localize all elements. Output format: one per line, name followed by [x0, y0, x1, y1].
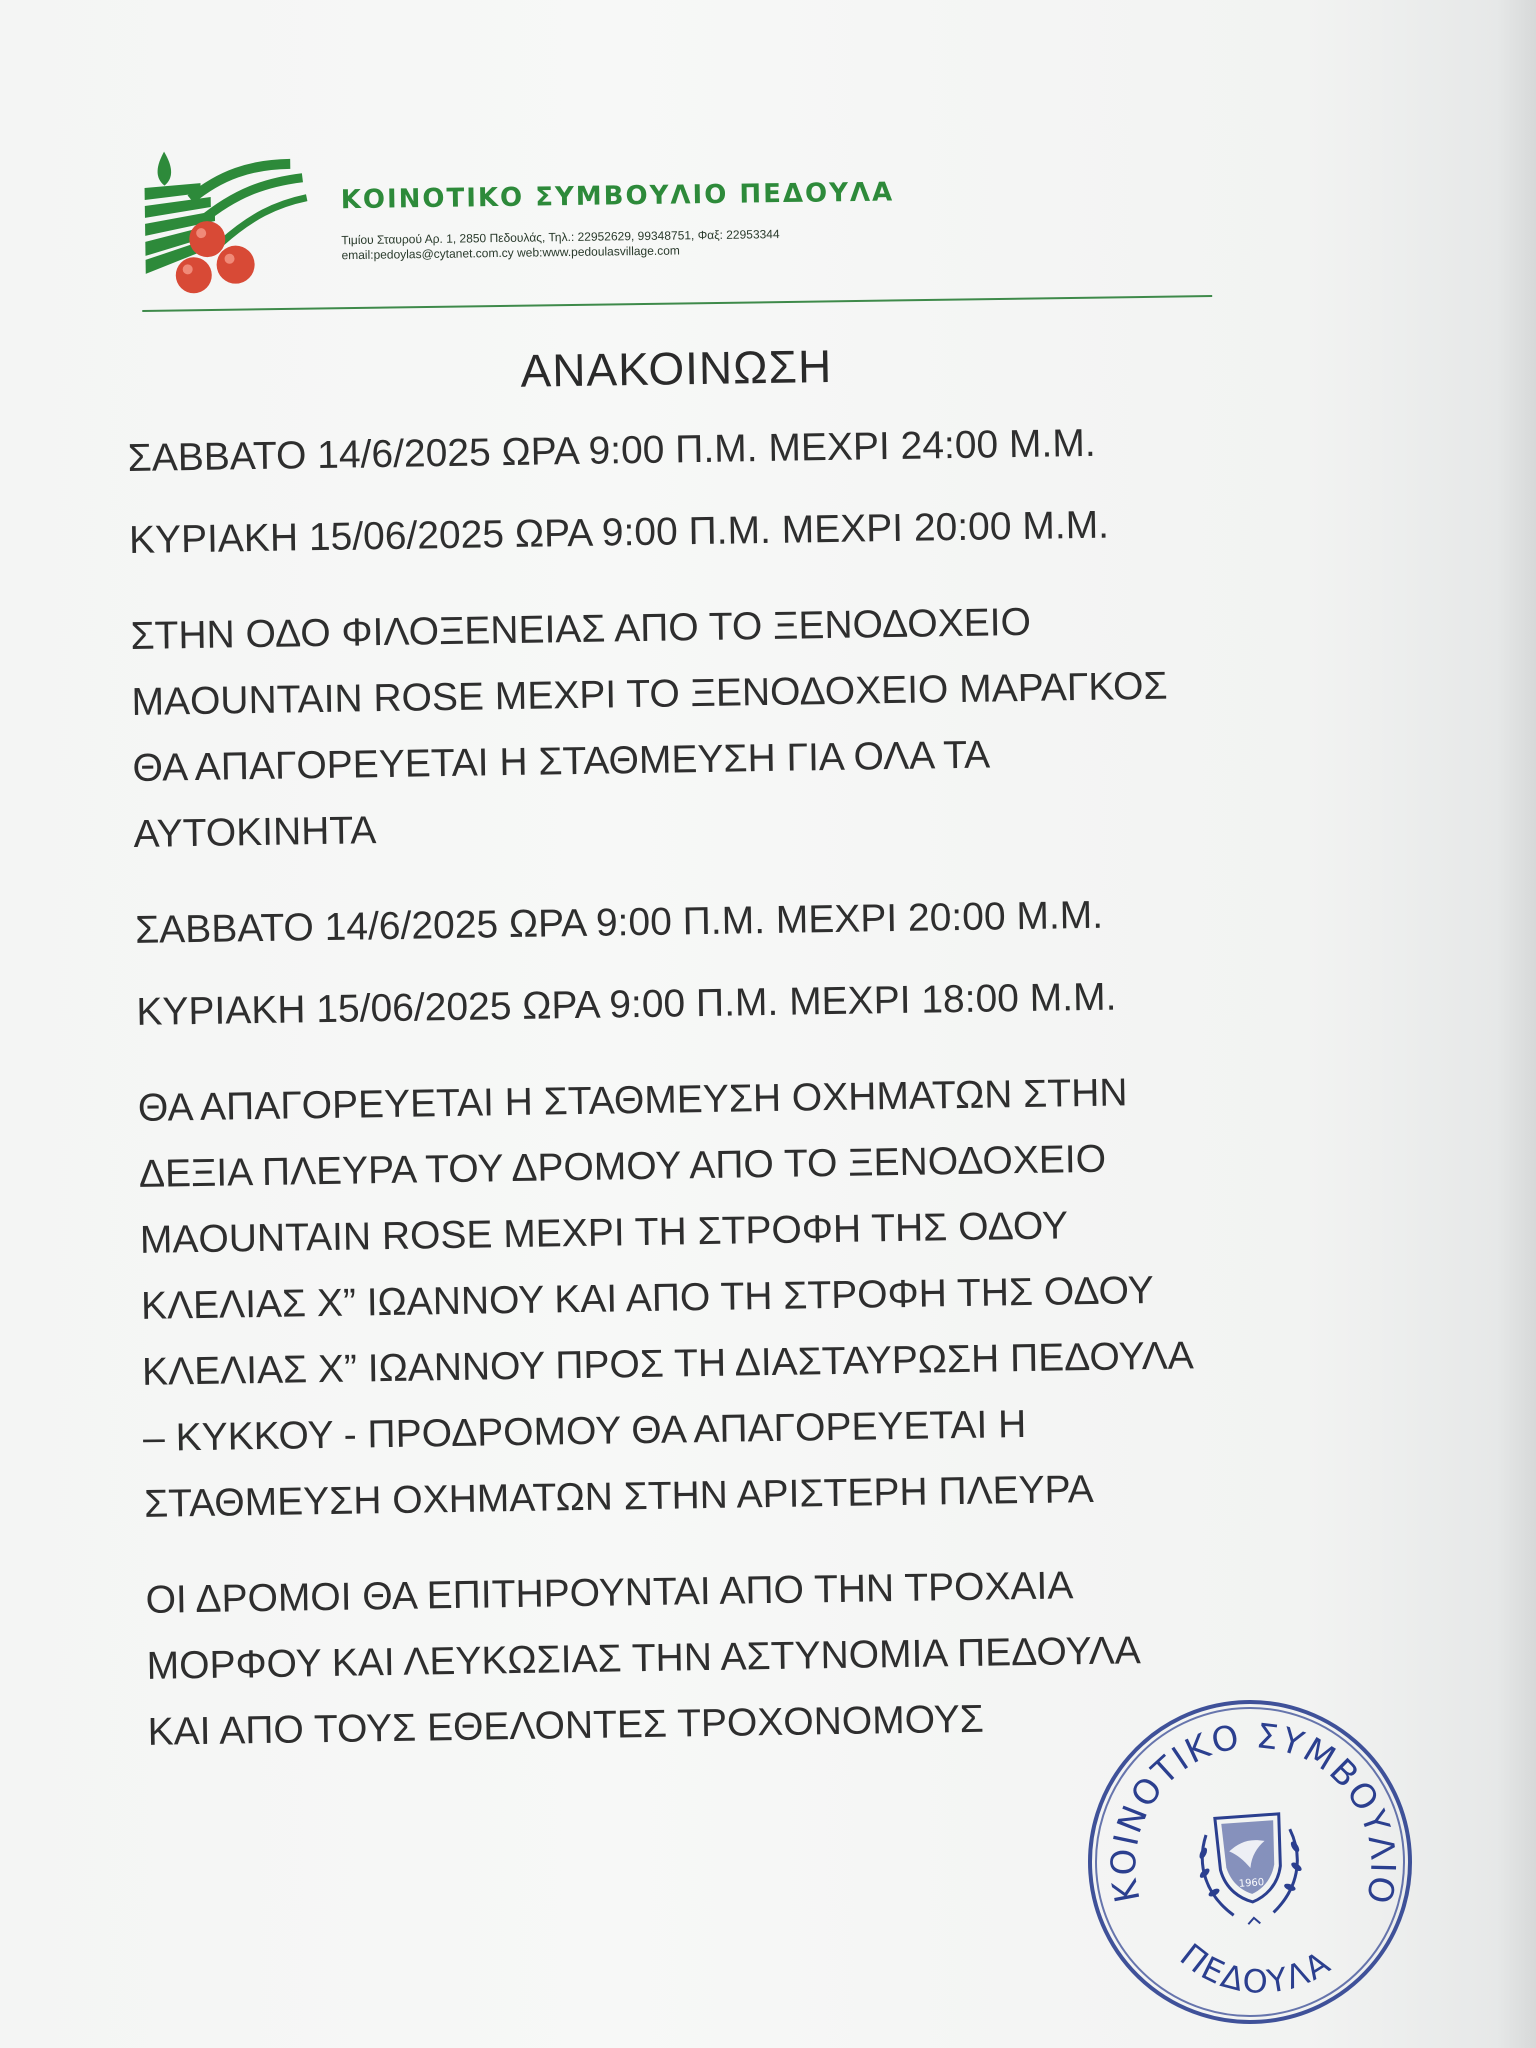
notice-title: ΑΝΑΚΟΙΝΩΣΗ [520, 339, 833, 397]
paragraph-line: ΜΑOUNTAIN ROSE ΜΕΧΡΙ ΤΗ ΣΤΡΟΦΗ ΤΗΣ ΟΔΟΥ [139, 1204, 1069, 1262]
schedule-block-2 [135, 880, 1287, 1046]
paragraph-line: ΜΑOUNTAIN ROSE ΜΕΧΡΙ ΤΟ ΞΕΝΟΔΟΧΕΙΟ ΜΑΡΑΓΚΟΣ [131, 664, 1168, 724]
schedule-line: ΚΥΡΙΑΚΗ 15/06/2025 ΩΡΑ 9:00 Π.Μ. ΜΕΧΡΙ 18:00 Μ.Μ. [136, 975, 1117, 1034]
org-email-web: email:pedoylas@cytanet.com.cy web:www.pedoulasvillage.com [341, 243, 680, 263]
paragraph-line: ΚΛΕΛΙΑΣ Χ” ΙΩΑΝΝΟΥ ΚΑΙ ΑΠΟ ΤΗ ΣΤΡΟΦΗ ΤΗΣ ΟΔΟΥ [140, 1268, 1155, 1328]
paragraph-line: ΣΤΑΘΜΕΥΣΗ ΟΧΗΜΑΤΩΝ ΣΤΗΝ ΑΡΙΣΤΕΡΗ ΠΛΕΥΡΑ [143, 1467, 1095, 1526]
paragraph-1 [130, 586, 1284, 868]
page-edge-shadow [1496, 0, 1536, 2048]
paragraph-line: ΣΤΗΝ ΟΔΟ ΦΙΛΟΞΕΝΕΙΑΣ ΑΠΟ ΤΟ ΞΕΝΟΔΟΧΕΙΟ [130, 600, 1032, 658]
letterhead-rule [142, 295, 1212, 312]
org-name: ΚΟΙΝΟΤΙΚΟ ΣΥΜΒΟΥΛΙΟ ΠΕΔΟΥΛΑ [340, 177, 895, 216]
org-contact [341, 227, 780, 263]
org-address: Τιμίου Σταυρού Αρ. 1, 2850 Πεδουλάς, Τηλ.: 22952629, 99348751, Φαξ: 22953344 [341, 227, 780, 248]
schedule-line: ΣΑΒΒΑΤΟ 14/6/2025 ΩΡΑ 9:00 Π.Μ. ΜΕΧΡΙ 20:00 Μ.Μ. [134, 893, 1104, 952]
paragraph-2 [137, 1058, 1294, 1538]
stamp-bottom-text: ΠΕΔΟΥΛΑ [1173, 1935, 1338, 2002]
stamp-top-text: ΚΟΙΝΟΤΙΚΟ ΣΥΜΒΟΥΛΙΟ [1103, 1716, 1403, 1909]
letterhead [140, 133, 1222, 318]
paragraph-line: ΜΟΡΦΟΥ ΚΑΙ ΛΕΥΚΩΣΙΑΣ ΤΗΝ ΑΣΤΥΝΟΜΙΑ ΠΕΔΟΥΛΑ [146, 1629, 1142, 1688]
paragraph-line: – ΚΥΚΚΟΥ - ΠΡΟΔΡΟΜΟΥ ΘΑ ΑΠΑΓΟΡΕΥΕΤΑΙ Η [142, 1402, 1027, 1460]
paragraph-line: ΚΛΕΛΙΑΣ Χ” ΙΩΑΝΝΟΥ ΠΡΟΣ ΤΗ ΔΙΑΣΤΑΥΡΩΣΗ ΠΕΔΟΥΛΑ [141, 1334, 1195, 1394]
paragraph-line: ΔΕΞΙΑ ΠΛΕΥΡΑ ΤΟΥ ΔΡΟΜΟΥ ΑΠΟ ΤΟ ΞΕΝΟΔΟΧΕΙΟ [138, 1137, 1107, 1196]
schedule-line: ΣΑΒΒΑΤΟ 14/6/2025 ΩΡΑ 9:00 Π.Μ. ΜΕΧΡΙ 24:00 Μ.Μ. [127, 421, 1096, 480]
paragraph-line: ΘΑ ΑΠΑΓΟΡΕΥΕΤΑΙ Η ΣΤΑΘΜΕΥΣΗ ΓΙΑ ΟΛΑ ΤΑ [132, 733, 991, 790]
paragraph-line: ΘΑ ΑΠΑΓΟΡΕΥΕΤΑΙ Η ΣΤΑΘΜΕΥΣΗ ΟΧΗΜΑΤΩΝ ΣΤΗΝ [137, 1071, 1128, 1130]
paragraph-line: ΑΥΤΟΚΙΝΗΤΑ [133, 809, 377, 856]
emblem-year: 1960 [1238, 1877, 1265, 1890]
cyprus-emblem-icon [1194, 1812, 1306, 1927]
paragraph-line: ΟΙ ΔΡΟΜΟΙ ΘΑ ΕΠΙΤΗΡΟΥΝΤΑΙ ΑΠΟ ΤΗΝ ΤΡΟΧΑΙΑ [145, 1564, 1074, 1622]
paragraph-line: ΚΑΙ ΑΠΟ ΤΟΥΣ ΕΘΕΛΟΝΤΕΣ ΤΡΟΧΟΝΟΜΟΥΣ [147, 1697, 985, 1754]
notice-body [126, 332, 1298, 1780]
svg-text:ΠΕΔΟΥΛΑ [1171, 1926, 1339, 2007]
schedule-block-1 [127, 408, 1279, 574]
svg-text:ΚΟΙΝΟΤΙΚΟ ΣΥΜΒΟΥΛΙΟ [1094, 1706, 1407, 1929]
schedule-line: ΚΥΡΙΑΚΗ 15/06/2025 ΩΡΑ 9:00 Π.Μ. ΜΕΧΡΙ 20:00 Μ.Μ. [128, 503, 1110, 562]
council-logo-icon [140, 146, 312, 298]
council-stamp [1080, 1692, 1420, 2032]
